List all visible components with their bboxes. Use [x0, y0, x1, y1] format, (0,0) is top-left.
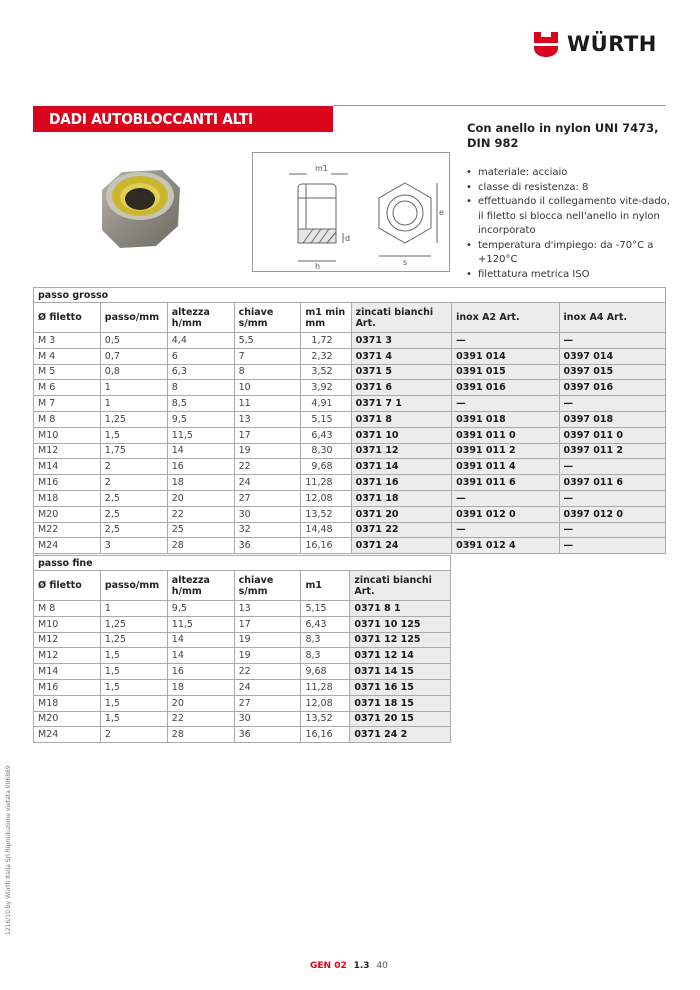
table-cell: 2 [100, 475, 167, 491]
table-cell: 11,5 [167, 616, 234, 632]
table-row [34, 727, 451, 743]
table-cell: 22 [234, 459, 301, 475]
table-row [34, 601, 451, 617]
table-row [34, 427, 666, 443]
table-cell: M 6 [34, 380, 101, 396]
table-cell: M14 [34, 664, 101, 680]
table-cell: M 8 [34, 411, 101, 427]
table-cell: — [452, 333, 559, 349]
table-cell: M 7 [34, 396, 101, 412]
table-cell: 0371 24 [351, 538, 452, 554]
table-cell: 2 [100, 459, 167, 475]
table-row [34, 411, 666, 427]
table-cell: M20 [34, 711, 101, 727]
table-cell: — [452, 396, 559, 412]
table-cell: 11 [234, 396, 301, 412]
table-cell: 1,5 [100, 679, 167, 695]
table-cell: 22 [167, 506, 234, 522]
table-cell: 8 [234, 364, 301, 380]
table-cell: — [559, 459, 665, 475]
table-cell: M 4 [34, 348, 101, 364]
table-cell: 10 [234, 380, 301, 396]
table-cell: 0,5 [100, 333, 167, 349]
table-cell: 0371 14 [351, 459, 452, 475]
table-cell: 13,52 [301, 506, 351, 522]
table-row [34, 380, 666, 396]
brand-name: WÜRTH [567, 32, 657, 56]
table-cell: 0371 14 15 [350, 664, 451, 680]
table-cell: 6,43 [301, 427, 351, 443]
table-cell: — [559, 538, 665, 554]
table-cell: 0371 20 [351, 506, 452, 522]
table-cell: 19 [234, 632, 301, 648]
table-cell: 0397 012 0 [559, 506, 665, 522]
table-row [34, 632, 451, 648]
table-cell: 2,5 [100, 522, 167, 538]
table-cell: M16 [34, 475, 101, 491]
table-cell: 2 [100, 727, 167, 743]
col-altezza: altezza h/mm [167, 303, 234, 333]
table-row [34, 364, 666, 380]
table-cell: 0397 016 [559, 380, 665, 396]
col-zincati: zincati bianchi Art. [350, 571, 451, 601]
table-passo-grosso [33, 287, 666, 554]
table-cell: 6,3 [167, 364, 234, 380]
table-cell: 0371 20 15 [350, 711, 451, 727]
table-cell: 14,48 [301, 522, 351, 538]
table-cell: 16,16 [301, 538, 351, 554]
table-cell: 0391 011 4 [452, 459, 559, 475]
col-inox-a4: inox A4 Art. [559, 303, 665, 333]
table-cell: 14 [167, 443, 234, 459]
feature-list [466, 166, 676, 282]
col-filetto: Ø filetto [34, 571, 101, 601]
table-header [34, 303, 666, 333]
table-row [34, 333, 666, 349]
table-row [34, 664, 451, 680]
table-cell: 0371 10 125 [350, 616, 451, 632]
table-cell: — [559, 396, 665, 412]
table-cell: 1,72 [301, 333, 351, 349]
table-cell: 2,5 [100, 506, 167, 522]
table-passo-fine [33, 555, 451, 743]
table-cell: 0391 014 [452, 348, 559, 364]
table-row [34, 538, 666, 554]
table-cell: M16 [34, 679, 101, 695]
table-cell: 0371 22 [351, 522, 452, 538]
wurth-logo [532, 29, 657, 59]
table-row [34, 490, 666, 506]
table-cell: 0397 011 2 [559, 443, 665, 459]
diagram-label-h: h [315, 262, 321, 271]
feature-item: • filettatura metrica ISO [466, 268, 676, 283]
table-cell: 0397 015 [559, 364, 665, 380]
table-cell: 7 [234, 348, 301, 364]
table-cell: 0391 012 0 [452, 506, 559, 522]
table-cell: M18 [34, 695, 101, 711]
table-cell: 1,5 [100, 664, 167, 680]
table-row [34, 348, 666, 364]
table-cell: M22 [34, 522, 101, 538]
title-banner [33, 106, 333, 132]
table-cell: 1,25 [100, 616, 167, 632]
table-cell: 17 [234, 427, 301, 443]
table-row [34, 443, 666, 459]
diagram-label-d: d [345, 234, 351, 243]
product-subtitle: Con anello in nylon UNI 7473, DIN 982 [467, 121, 659, 150]
table-cell: 1,75 [100, 443, 167, 459]
table-cell: 0,7 [100, 348, 167, 364]
table-cell: 24 [234, 475, 301, 491]
table-cell: 11,28 [301, 475, 351, 491]
table-cell: 0391 011 0 [452, 427, 559, 443]
table-cell: M 5 [34, 364, 101, 380]
col-passo: passo/mm [100, 571, 167, 601]
table-cell: 8,30 [301, 443, 351, 459]
table-cell: 3,92 [301, 380, 351, 396]
table-cell: M12 [34, 648, 101, 664]
table-cell: 4,91 [301, 396, 351, 412]
table-cell: M10 [34, 616, 101, 632]
table-cell: M18 [34, 490, 101, 506]
col-altezza: altezza h/mm [167, 571, 234, 601]
table-cell: 11,28 [301, 679, 350, 695]
col-inox-a2: inox A2 Art. [452, 303, 559, 333]
table-cell: 0397 011 0 [559, 427, 665, 443]
table-cell: 0391 016 [452, 380, 559, 396]
table-cell: 8 [167, 380, 234, 396]
table-cell: 32 [234, 522, 301, 538]
table-cell: 16 [167, 664, 234, 680]
table-cell: M 3 [34, 333, 101, 349]
table-cell: 27 [234, 490, 301, 506]
table-cell: — [559, 490, 665, 506]
table-cell: 0397 014 [559, 348, 665, 364]
table-row [34, 616, 451, 632]
page-footer [310, 961, 388, 971]
table-cell: 1 [100, 601, 167, 617]
table-cell: 19 [234, 443, 301, 459]
table-row [34, 396, 666, 412]
table-cell: M24 [34, 538, 101, 554]
table-cell: — [559, 333, 665, 349]
diagram-label-s: s [403, 258, 408, 267]
table-cell: 8,5 [167, 396, 234, 412]
table-cell: 16,16 [301, 727, 350, 743]
page-number: 40 [376, 961, 388, 971]
table-cell: 9,5 [167, 601, 234, 617]
table-cell: M 8 [34, 601, 101, 617]
col-passo: passo/mm [100, 303, 167, 333]
table-row [34, 648, 451, 664]
table-cell: M12 [34, 632, 101, 648]
table-cell: 13 [234, 601, 301, 617]
table-cell: 6,43 [301, 616, 350, 632]
table-cell: 0371 3 [351, 333, 452, 349]
table-cell: 25 [167, 522, 234, 538]
title-divider [333, 105, 666, 106]
table-cell: 28 [167, 538, 234, 554]
table-cell: 1,5 [100, 695, 167, 711]
table-cell: 9,68 [301, 459, 351, 475]
wurth-logo-icon [532, 30, 560, 58]
table-header [34, 571, 451, 601]
table-cell: 0371 5 [351, 364, 452, 380]
table-cell: 0371 18 15 [350, 695, 451, 711]
feature-item: • temperatura d'impiego: da -70°C a +120°C [466, 239, 676, 268]
col-chiave: chiave s/mm [234, 571, 301, 601]
table-cell: 0371 18 [351, 490, 452, 506]
table-cell: 0371 10 [351, 427, 452, 443]
copyright-note: 1216/10 by Würth Italia Srl Riproduzione vietata 006889 [5, 765, 12, 935]
table-cell: 11,5 [167, 427, 234, 443]
table-cell: 30 [234, 711, 301, 727]
section-code: GEN 02 [310, 961, 347, 971]
table-cell: 36 [234, 727, 301, 743]
feature-item: • classe di resistenza: 8 [466, 181, 676, 196]
table-cell: 1,5 [100, 711, 167, 727]
table-cell: 17 [234, 616, 301, 632]
table-cell: 14 [167, 648, 234, 664]
table-cell: 4,4 [167, 333, 234, 349]
table-cell: 27 [234, 695, 301, 711]
table-cell: 18 [167, 475, 234, 491]
table-cell: 22 [234, 664, 301, 680]
table-cell: 0371 4 [351, 348, 452, 364]
diagram-label-m1: m1 [315, 164, 328, 173]
diagram-label-e: e [439, 208, 444, 217]
table-cell: 0397 018 [559, 411, 665, 427]
table-cell: 12,08 [301, 490, 351, 506]
table-cell: 13,52 [301, 711, 350, 727]
table-cell: 14 [167, 632, 234, 648]
table-cell: 5,15 [301, 601, 350, 617]
table-row [34, 711, 451, 727]
table-cell: 9,68 [301, 664, 350, 680]
feature-item: • materiale: acciaio [466, 166, 676, 181]
feature-item: • effettuando il collegamento vite-dado, il filetto si blocca nell'anello in nylon incorporato [466, 195, 676, 239]
col-m1: m1 min mm [301, 303, 351, 333]
section-label: passo grosso [34, 288, 666, 303]
section-number: 1.3 [353, 961, 370, 971]
table-cell: 36 [234, 538, 301, 554]
table-cell: 0391 018 [452, 411, 559, 427]
table-cell: 30 [234, 506, 301, 522]
page-title: DADI AUTOBLOCCANTI ALTI [49, 110, 253, 128]
table-cell: 16 [167, 459, 234, 475]
table-row [34, 695, 451, 711]
technical-drawing [252, 152, 450, 272]
table-cell: M14 [34, 459, 101, 475]
table-cell: 1,5 [100, 648, 167, 664]
table-cell: 3,52 [301, 364, 351, 380]
table-cell: 0371 16 15 [350, 679, 451, 695]
table-cell: 1,5 [100, 427, 167, 443]
table-cell: 1,25 [100, 632, 167, 648]
table-cell: — [452, 522, 559, 538]
table-cell: 2,5 [100, 490, 167, 506]
col-zincati: zincati bianchi Art. [351, 303, 452, 333]
table-cell: 0371 8 1 [350, 601, 451, 617]
section-label: passo fine [34, 556, 451, 571]
table-cell: 24 [234, 679, 301, 695]
table-cell: 28 [167, 727, 234, 743]
table-cell: 0371 12 14 [350, 648, 451, 664]
table-cell: 3 [100, 538, 167, 554]
table-cell: 0371 6 [351, 380, 452, 396]
table-cell: 0397 011 6 [559, 475, 665, 491]
table-cell: 18 [167, 679, 234, 695]
table-cell: — [559, 522, 665, 538]
table-row [34, 459, 666, 475]
table-cell: 8,3 [301, 648, 350, 664]
table-cell: 0391 011 2 [452, 443, 559, 459]
table-cell: 1,25 [100, 411, 167, 427]
table-cell: 0371 12 125 [350, 632, 451, 648]
table-cell: M24 [34, 727, 101, 743]
table-cell: 5,5 [234, 333, 301, 349]
table-cell: 0391 012 4 [452, 538, 559, 554]
table-cell: 0371 24 2 [350, 727, 451, 743]
table-cell: 22 [167, 711, 234, 727]
table-row [34, 522, 666, 538]
table-cell: 0391 015 [452, 364, 559, 380]
col-m1: m1 [301, 571, 350, 601]
table-cell: 1 [100, 380, 167, 396]
table-row [34, 506, 666, 522]
table-cell: M10 [34, 427, 101, 443]
table-cell: M12 [34, 443, 101, 459]
table-cell: 0371 12 [351, 443, 452, 459]
table-cell: 8,3 [301, 632, 350, 648]
nut-photo [92, 160, 188, 252]
table-row [34, 475, 666, 491]
table-cell: 9,5 [167, 411, 234, 427]
table-cell: 0371 8 [351, 411, 452, 427]
table-cell: 2,32 [301, 348, 351, 364]
table-cell: 5,15 [301, 411, 351, 427]
table-cell: — [452, 490, 559, 506]
table-cell: 0371 16 [351, 475, 452, 491]
col-chiave: chiave s/mm [234, 303, 301, 333]
table-cell: 6 [167, 348, 234, 364]
table-cell: 12,08 [301, 695, 350, 711]
col-filetto: Ø filetto [34, 303, 101, 333]
table-cell: 0,8 [100, 364, 167, 380]
table-cell: 20 [167, 695, 234, 711]
table-cell: 19 [234, 648, 301, 664]
table-cell: 0371 7 1 [351, 396, 452, 412]
table-cell: 20 [167, 490, 234, 506]
table-cell: 1 [100, 396, 167, 412]
table-cell: 0391 011 6 [452, 475, 559, 491]
table-cell: M20 [34, 506, 101, 522]
table-cell: 13 [234, 411, 301, 427]
table-row [34, 679, 451, 695]
